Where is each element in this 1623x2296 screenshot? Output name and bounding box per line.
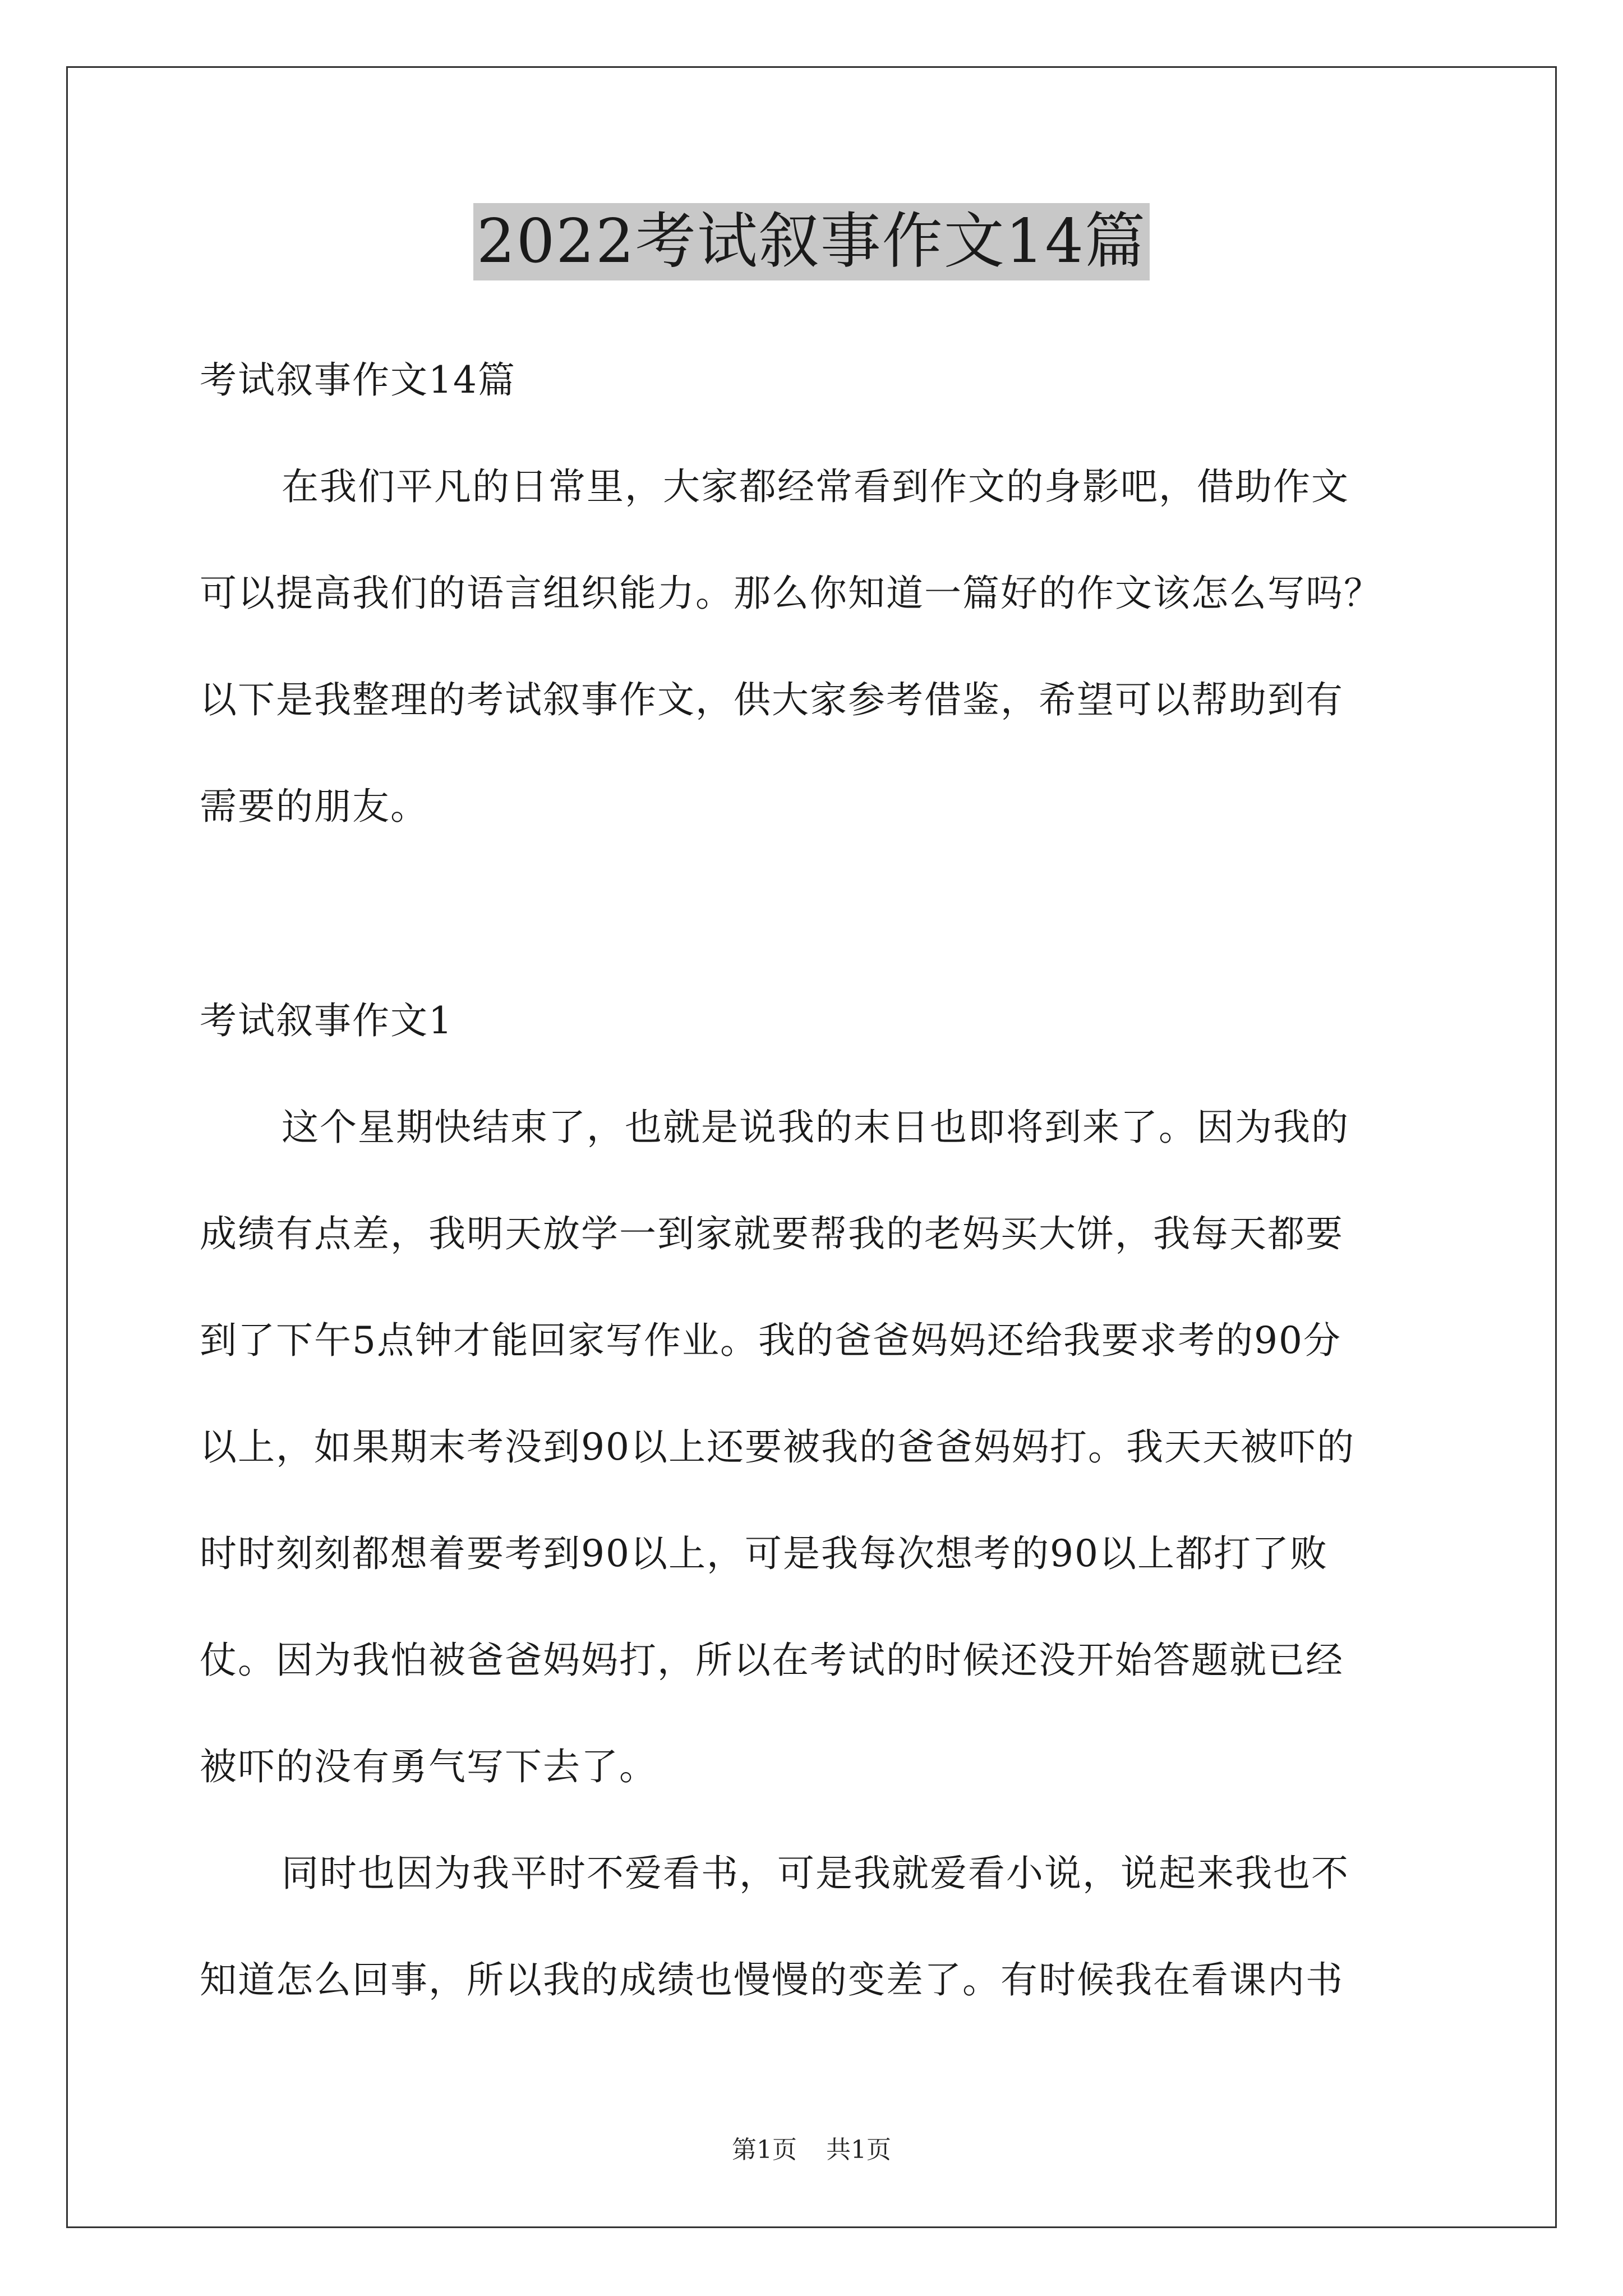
document-subtitle: 考试叙事作文14篇	[200, 358, 516, 402]
title-container	[0, 203, 1623, 280]
paragraph1-line-4: 以上，如果期末考没到90以上还要被我的爸爸妈妈打。我天天被吓的	[200, 1425, 1355, 1469]
intro-line-2: 可以提高我们的语言组织能力。那么你知道一篇好的作文该怎么写吗？	[200, 572, 1382, 615]
page-number-current: 第1页	[732, 2136, 797, 2164]
page-number-total: 共1页	[826, 2136, 891, 2164]
intro-line-3: 以下是我整理的考试叙事作文，供大家参考借鉴，希望可以帮助到有	[200, 678, 1344, 721]
intro-line-1: 在我们平凡的日常里，大家都经常看到作文的身影吧，借助作文	[282, 465, 1349, 508]
paragraph1-line-7: 被吓的没有勇气写下去了。	[200, 1745, 657, 1788]
paragraph2-line-2: 知道怎么回事，所以我的成绩也慢慢的变差了。有时候我在看课内书	[200, 1958, 1344, 2001]
paragraph1-line-6: 仗。因为我怕被爸爸妈妈打，所以在考试的时候还没开始答题就已经	[200, 1639, 1344, 1682]
paragraph1-line-1: 这个星期快结束了，也就是说我的末日也即将到来了。因为我的	[282, 1106, 1349, 1149]
paragraph1-line-3: 到了下午5点钟才能回家写作业。我的爸爸妈妈还给我要求考的90分	[200, 1319, 1341, 1362]
paragraph2-line-1: 同时也因为我平时不爱看书，可是我就爱看小说，说起来我也不	[282, 1852, 1349, 1895]
intro-line-4: 需要的朋友。	[200, 785, 428, 828]
paragraph1-line-2: 成绩有点差，我明天放学一到家就要帮我的老妈买大饼，我每天都要	[200, 1212, 1344, 1255]
paragraph1-line-5: 时时刻刻都想着要考到90以上，可是我每次想考的90以上都打了败	[200, 1532, 1328, 1575]
section-heading: 考试叙事作文1	[200, 999, 453, 1042]
page-footer	[0, 2135, 1623, 2165]
document-title: 2022考试叙事作文14篇	[473, 203, 1150, 280]
